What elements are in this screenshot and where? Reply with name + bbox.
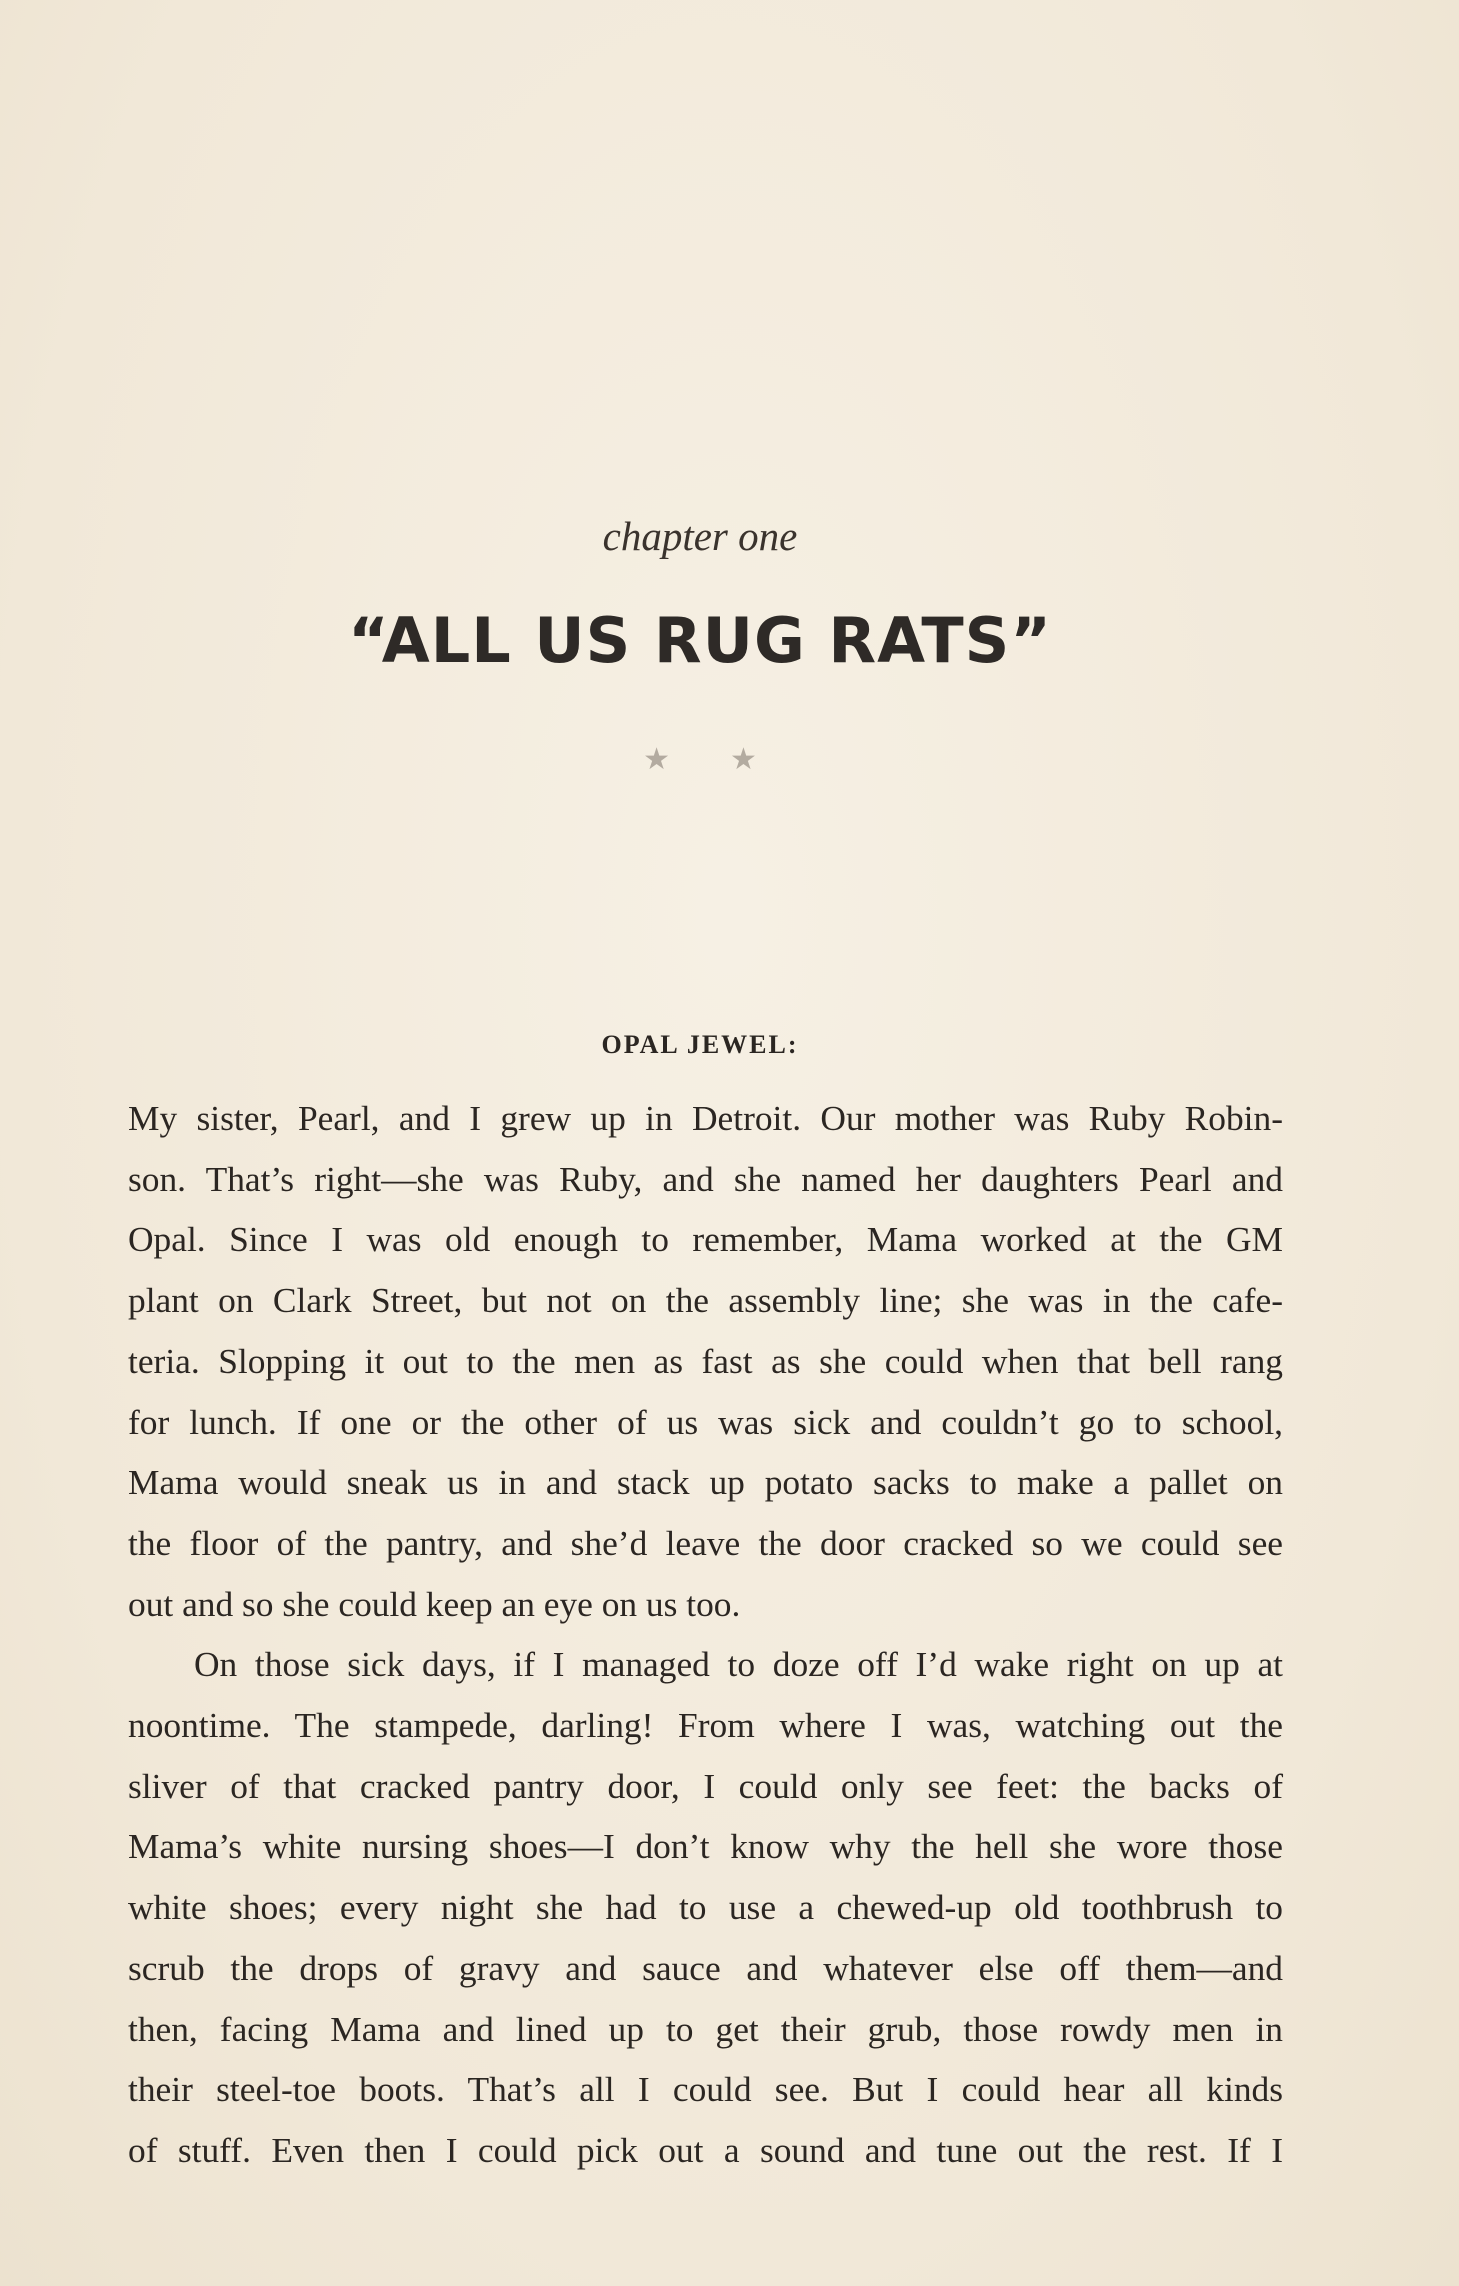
text-line: for lunch. If one or the other of us was sick and couldn’t go to school, (128, 1401, 1283, 1442)
text-line: sliver of that cracked pantry door, I could only see feet: the backs of (128, 1765, 1283, 1806)
text-line: then, facing Mama and lined up to get their grub, those rowdy men in (128, 2008, 1283, 2049)
speaker-heading: OPAL JEWEL: (601, 1030, 799, 1059)
text-line: On those sick days, if I managed to doze off I’d wake right on up at (194, 1644, 1283, 1685)
text-line: the floor of the pantry, and she’d leave the door cracked so we could see (128, 1522, 1283, 1563)
text-line: Mama’s white nursing shoes—I don’t know why the hell she wore those (128, 1826, 1283, 1867)
text-line: plant on Clark Street, but not on the assembly line; she was in the cafe- (128, 1280, 1283, 1321)
text-line: out and so she could keep an eye on us too. (128, 1583, 741, 1624)
text-line: Opal. Since I was old enough to remember, Mama worked at the GM (128, 1219, 1283, 1260)
chapter-number: chapter one (602, 513, 798, 559)
text-line: My sister, Pearl, and I grew up in Detroit. Our mother was Ruby Robin- (128, 1098, 1283, 1138)
text-line: teria. Slopping it out to the men as fast as she could when that bell rang (128, 1340, 1283, 1381)
body-text (128, 1088, 1283, 2181)
text-line: their steel-toe boots. That’s all I could see. But I could hear all kinds (128, 2069, 1283, 2110)
text-line: Mama would sneak us in and stack up potato sacks to make a pallet on (128, 1462, 1283, 1503)
text-line: of stuff. Even then I could pick out a sound and tune out the rest. If I (128, 2129, 1283, 2170)
star-ornament-icon: ★★ (643, 742, 817, 777)
text-line: white shoes; every night she had to use a chewed-up old toothbrush to (128, 1887, 1283, 1928)
text-line: scrub the drops of gravy and sauce and whatever else off them—and (128, 1947, 1283, 1988)
text-line: noontime. The stampede, darling! From where I was, watching out the (128, 1705, 1283, 1746)
text-line: son. That’s right—she was Ruby, and she named her daughters Pearl and (128, 1158, 1283, 1199)
chapter-title: “ALL US RUG RATS” (347, 604, 1053, 677)
